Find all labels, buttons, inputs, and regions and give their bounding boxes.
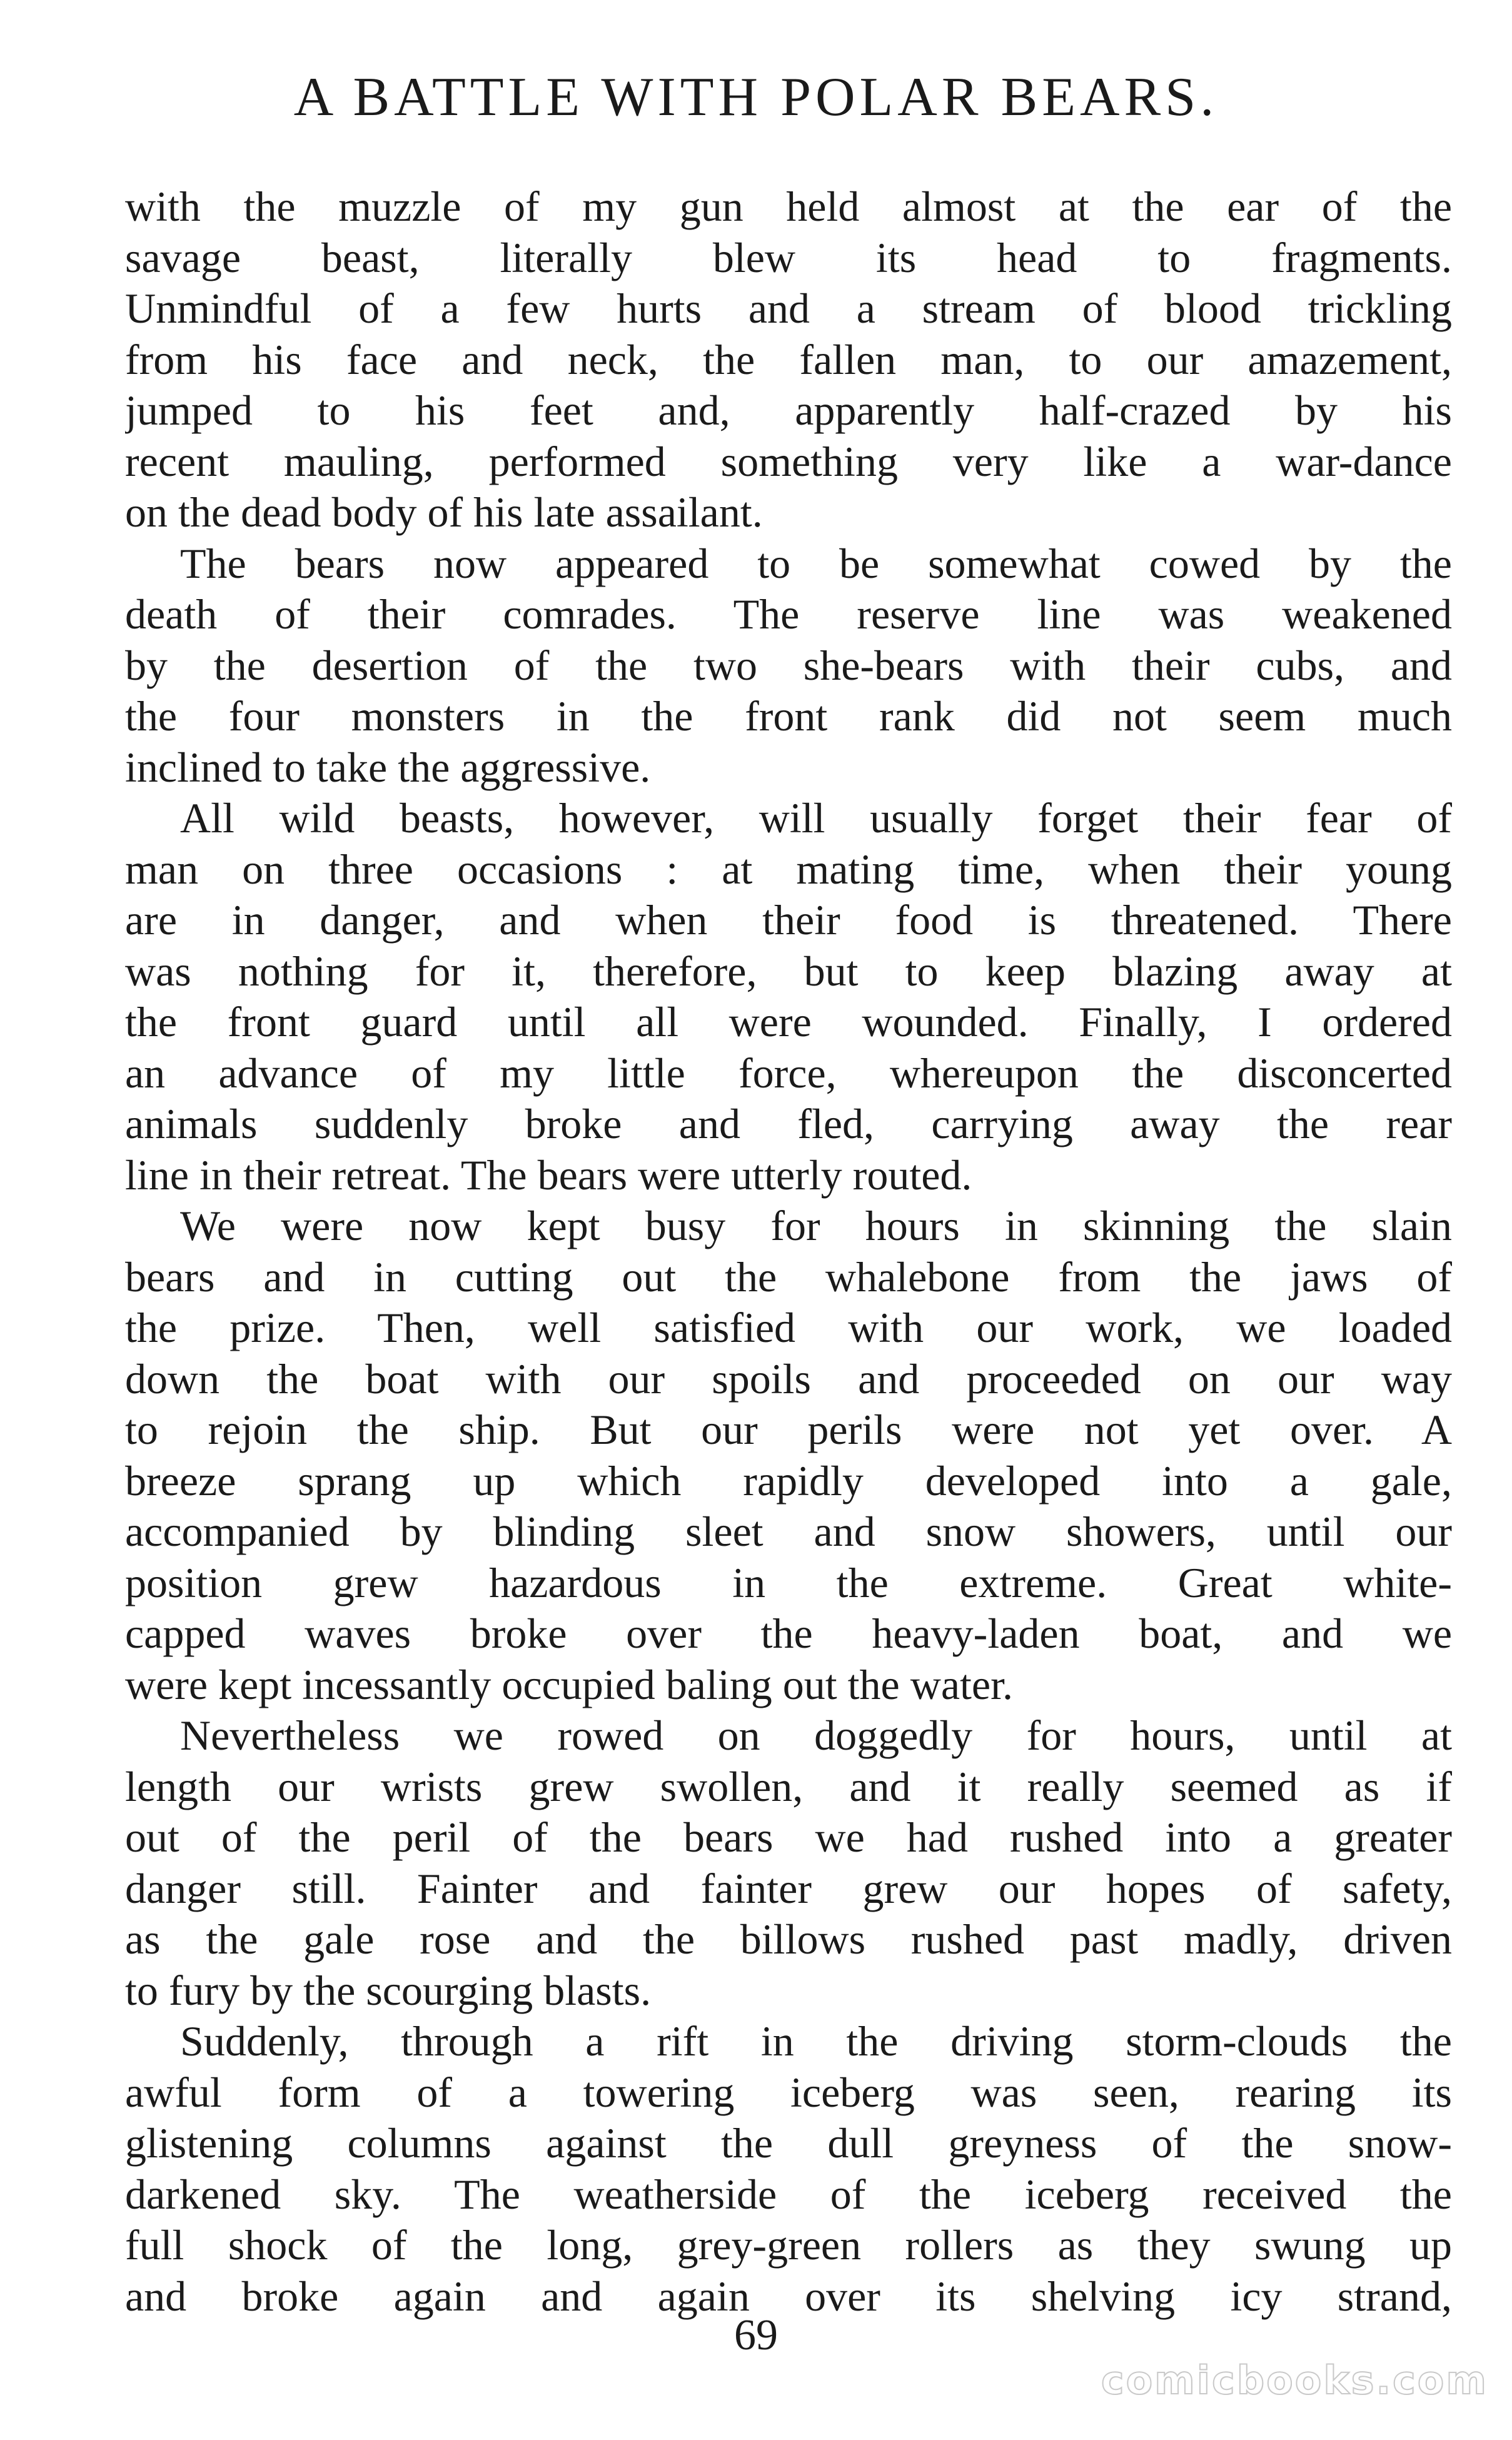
text-line: Nevertheless we rowed on doggedly for hours, until at <box>180 1712 1452 1759</box>
text-line: We were now kept busy for hours in skinning the slain <box>180 1202 1452 1249</box>
text-line: to rejoin the ship. But our perils were not yet over. A <box>125 1406 1452 1453</box>
text-line: Unmindful of a few hurts and a stream of blood trickling <box>125 285 1452 332</box>
running-head: A BATTLE WITH POLAR BEARS. <box>293 67 1219 128</box>
text-line: down the boat with our spoils and proceeded on our way <box>125 1354 1452 1403</box>
text-line: with the muzzle of my gun held almost at the ear of the <box>125 183 1452 230</box>
page-number: 69 <box>734 2311 778 2359</box>
text-line: and broke again and again over its shelving icy strand, <box>125 2272 1452 2320</box>
paragraph <box>125 538 1452 794</box>
text-line: inclined to take the aggressive. <box>125 743 651 791</box>
text-line: an advance of my little force, whereupon the disconcerted <box>125 1049 1452 1097</box>
text-line: awful form of a towering iceberg was seen, rearing its <box>125 2068 1452 2116</box>
text-line: man on three occasions : at mating time, when their young <box>125 845 1452 893</box>
text-line: savage beast, literally blew its head to fragments. <box>125 233 1452 281</box>
text-line: jumped to his feet and, apparently half-crazed by his <box>125 386 1452 434</box>
text-line: glistening columns against the dull greyness of the snow- <box>125 2119 1452 2167</box>
text-line: full shock of the long, grey-green rollers as they swung up <box>125 2221 1452 2269</box>
text-line: bears and in cutting out the whalebone from the jaws of <box>125 1253 1452 1301</box>
paragraph <box>125 1710 1452 2016</box>
text-line: was nothing for it, therefore, but to keep blazing away at <box>125 947 1452 995</box>
text-line: are in danger, and when their food is threatened. There <box>125 896 1452 944</box>
text-line: recent mauling, performed something very like a war-dance <box>125 437 1452 485</box>
text-line: animals suddenly broke and fled, carrying away the rear <box>125 1100 1452 1147</box>
text-line: All wild beasts, however, will usually forget their fear of <box>180 794 1452 842</box>
body-text <box>125 181 1452 2322</box>
watermark-logo: comicbooks.com <box>1101 2357 1488 2403</box>
text-line: darkened sky. The weatherside of the iceberg received the <box>125 2170 1452 2218</box>
text-line: as the gale rose and the billows rushed past madly, driven <box>125 1915 1452 1963</box>
paragraph <box>125 2016 1452 2322</box>
text-line: position grew hazardous in the extreme. Great white- <box>125 1558 1452 1606</box>
text-line: were kept incessantly occupied baling out the water. <box>125 1660 1013 1708</box>
text-line: capped waves broke over the heavy-laden boat, and we <box>125 1610 1452 1657</box>
text-line: death of their comrades. The reserve line was weakened <box>125 590 1452 638</box>
paragraph <box>125 181 1452 538</box>
text-line: by the desertion of the two she-bears with their cubs, and <box>125 641 1452 689</box>
text-line: from his face and neck, the fallen man, to our amazement, <box>125 335 1452 383</box>
text-line: breeze sprang up which rapidly developed into a gale, <box>125 1456 1452 1505</box>
text-line: the front guard until all were wounded. Finally, I ordered <box>125 998 1452 1046</box>
text-line: on the dead body of his late assailant. <box>125 488 763 536</box>
text-line: length our wrists grew swollen, and it really seemed as if <box>125 1762 1452 1810</box>
text-line: danger still. Fainter and fainter grew our hopes of safety, <box>125 1864 1452 1912</box>
text-line: out of the peril of the bears we had rushed into a greater <box>125 1813 1452 1861</box>
paragraph <box>125 1201 1452 1710</box>
text-line: The bears now appeared to be somewhat cowed by the <box>180 539 1452 587</box>
paragraph <box>125 793 1452 1201</box>
text-line: the four monsters in the front rank did not seem much <box>125 692 1452 740</box>
text-line: to fury by the scourging blasts. <box>125 1966 652 2014</box>
text-line: the prize. Then, well satisfied with our work, we loaded <box>125 1304 1452 1351</box>
text-line: line in their retreat. The bears were utterly routed. <box>125 1151 972 1199</box>
text-line: Suddenly, through a rift in the driving storm-clouds the <box>180 2017 1452 2065</box>
text-line: accompanied by blinding sleet and snow showers, until our <box>125 1508 1452 1555</box>
